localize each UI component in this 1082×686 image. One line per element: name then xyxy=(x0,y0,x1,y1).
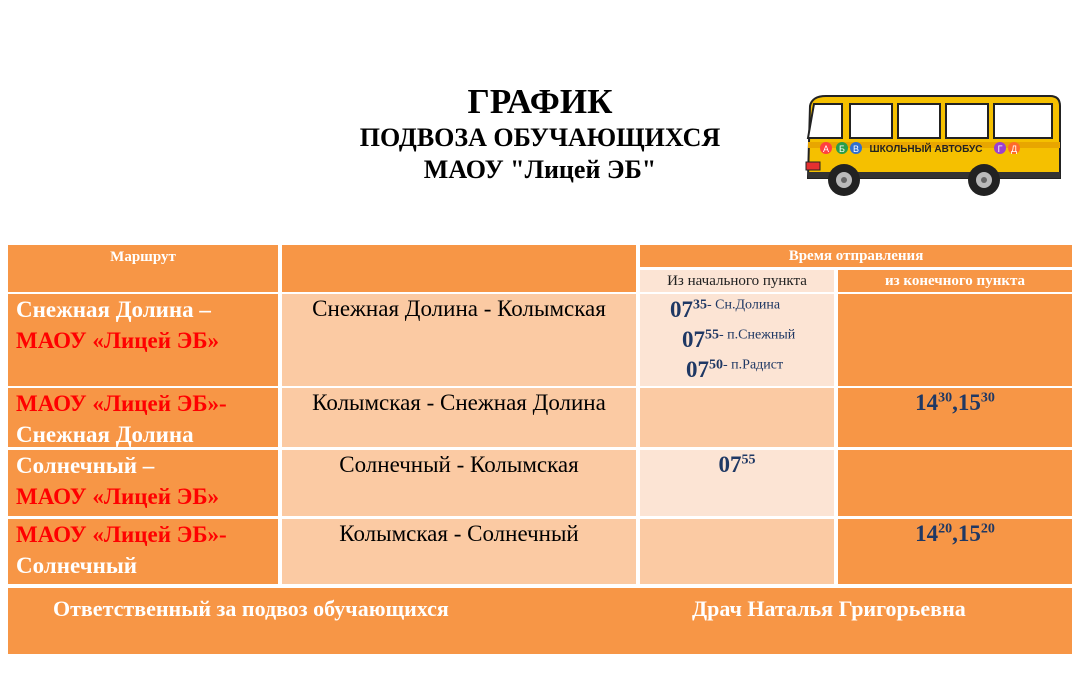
end-times-1 xyxy=(838,294,1072,386)
bus-sign: ШКОЛЬНЫЙ АВТОБУС xyxy=(869,144,983,155)
route-name-1: Снежная Долина – МАОУ «Лицей ЭБ» xyxy=(8,294,278,386)
page-subtitle-2: МАОУ "Лицей ЭБ" xyxy=(423,155,657,184)
header-route: Маршрут xyxy=(8,245,278,292)
end-times-4: $14^{20},15^{20}$ xyxy=(838,519,1072,584)
route-name-4: МАОУ «Лицей ЭБ»- Солнечный xyxy=(8,519,278,584)
responsible-label: Ответственный за подвоз обучающихся xyxy=(53,596,449,621)
header-from-start: Из начального пункта xyxy=(640,270,834,292)
responsible-name: Драч Наталья Григорьевна xyxy=(692,596,966,621)
svg-text:В: В xyxy=(852,144,860,154)
header-from-end: из конечного пункта xyxy=(838,270,1072,292)
start-time-entry: $07^{50- п.Радист}$ xyxy=(686,357,784,382)
start-times-2 xyxy=(640,388,834,447)
route-name-3: Солнечный – МАОУ «Лицей ЭБ» xyxy=(8,450,278,516)
start-times-4 xyxy=(640,519,834,584)
route-name-2: МАОУ «Лицей ЭБ»- Снежная Долина xyxy=(8,388,278,447)
school-bus-image xyxy=(800,92,1065,202)
header-departure: Время отправления xyxy=(640,245,1072,267)
route-path-2: Колымская - Снежная Долина xyxy=(282,388,636,447)
end-times-2: $14^{30},15^{30}$ xyxy=(838,388,1072,447)
route-path-3: Солнечный - Колымская xyxy=(282,450,636,516)
start-times-1 xyxy=(640,294,834,386)
page-title: ГРАФИК xyxy=(467,82,613,121)
svg-text:Д: Д xyxy=(1010,144,1018,154)
start-times-3: $07^{55}$ xyxy=(640,450,834,516)
page-subtitle-1: ПОДВОЗА ОБУЧАЮЩИХСЯ xyxy=(359,123,721,152)
route-path-4: Колымская - Солнечный xyxy=(282,519,636,584)
footer-row xyxy=(8,588,1072,654)
start-time-entry: $07^{35- Сн.Долина}$ xyxy=(670,297,781,322)
svg-text:Г: Г xyxy=(997,144,1003,154)
svg-text:А: А xyxy=(822,144,830,154)
svg-text:Б: Б xyxy=(839,144,845,154)
start-time-entry: $07^{55- п.Снежный}$ xyxy=(682,327,796,352)
route-path-1: Снежная Долина - Колымская xyxy=(282,294,636,386)
end-times-3 xyxy=(838,450,1072,516)
header-path xyxy=(282,245,636,292)
title-block xyxy=(300,82,780,186)
